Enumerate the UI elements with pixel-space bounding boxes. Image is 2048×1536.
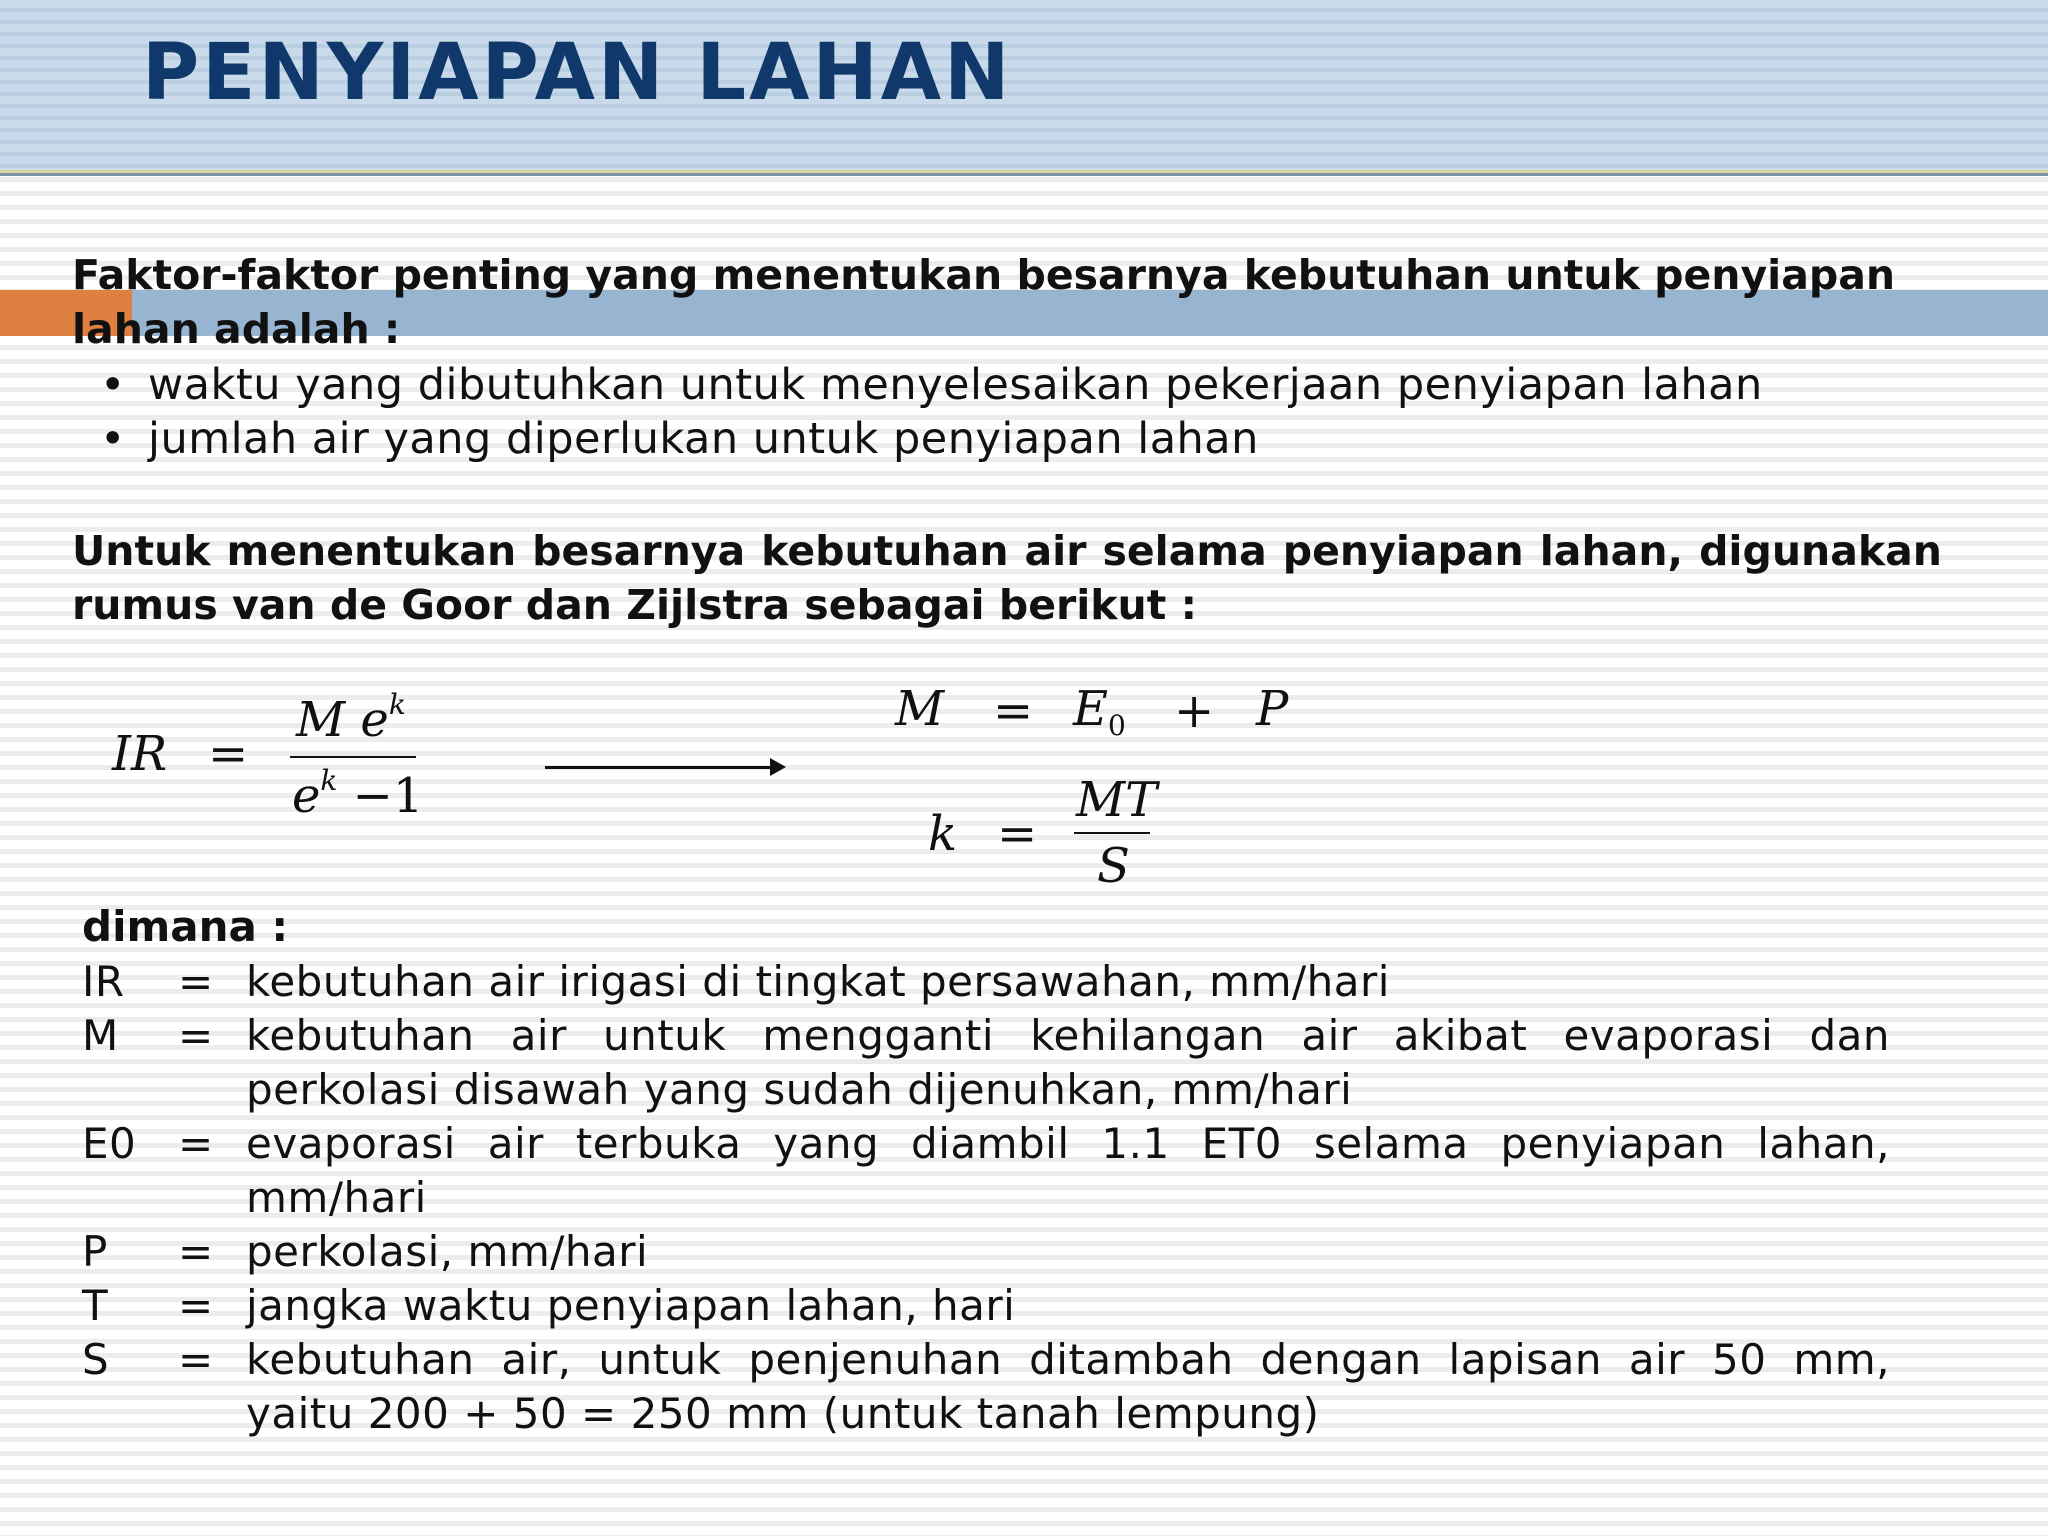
definition-equals: = xyxy=(178,1281,214,1330)
m-e0: $E_0$ xyxy=(1073,681,1126,742)
intro-text: Faktor-faktor penting yang menentukan besarnya kebutuhan untuk penyiapan lahan adalah : xyxy=(72,251,1896,353)
definition-symbol: M xyxy=(82,1011,119,1060)
definition-equals: = xyxy=(178,957,214,1006)
list-item: • waktu yang dibutuhkan untuk menyelesaikan pekerjaan penyiapan lahan xyxy=(100,358,1763,412)
definition-text: perkolasi, mm/hari xyxy=(246,1227,649,1276)
m-plus: + xyxy=(1174,683,1215,739)
definition-text: evaporasi air terbuka yang diambil 1.1 ET0 selama penyiapan lahan, mm/hari xyxy=(246,1119,1890,1222)
definition-equals: = xyxy=(178,1335,214,1384)
arrow-right-icon xyxy=(770,758,786,776)
definition-symbol: E0 xyxy=(82,1119,137,1168)
definition-row-e0 xyxy=(82,1117,1890,1225)
k-lhs: k xyxy=(928,806,958,862)
ir-lhs: IR xyxy=(112,726,168,782)
definition-text: kebutuhan air, untuk penjenuhan ditambah dengan lapisan air 50 mm, yaitu 200 + 50 = 250 mm (untuk tanah lempung) xyxy=(246,1335,1890,1438)
definition-symbol: IR xyxy=(82,957,125,1006)
ir-denominator: $e^k -1$ xyxy=(292,764,424,824)
m-equals: = xyxy=(993,683,1034,739)
definition-text: kebutuhan air irigasi di tingkat persawahan, mm/hari xyxy=(246,957,1390,1006)
k-denominator: S xyxy=(1097,838,1130,894)
formula-intro: Untuk menentukan besarnya kebutuhan air selama penyiapan lahan, digunakan rumus van de Goor dan Zijlstra sebagai berikut : xyxy=(72,527,1942,629)
definition-row-s xyxy=(82,1333,1890,1441)
definition-equals: = xyxy=(178,1011,214,1060)
definition-row-p xyxy=(82,1225,1890,1279)
list-item: • jumlah air yang diperlukan untuk penyiapan lahan xyxy=(100,412,1763,466)
ir-fraction-line xyxy=(290,756,416,758)
dimana-label: dimana : xyxy=(82,902,289,951)
arrow-line xyxy=(545,766,770,769)
m-lhs: M xyxy=(895,681,945,737)
definition-symbol: S xyxy=(82,1335,110,1384)
ir-equals: = xyxy=(208,726,249,782)
k-equals: = xyxy=(997,806,1038,862)
k-numerator: MT xyxy=(1076,772,1158,828)
definition-equals: = xyxy=(178,1119,214,1168)
definition-text: kebutuhan air untuk mengganti kehilangan air akibat evaporasi dan perkolasi disawah yang sudah dijenuhkan, mm/hari xyxy=(246,1011,1890,1114)
k-fraction-line xyxy=(1074,832,1150,834)
page-title: PENYIAPAN LAHAN xyxy=(142,28,1013,118)
definition-row-m xyxy=(82,1009,1890,1117)
definition-equals: = xyxy=(178,1227,214,1276)
definition-symbol: T xyxy=(82,1281,109,1330)
factor-list xyxy=(100,358,1763,466)
definition-row-ir xyxy=(82,955,1890,1009)
definition-row-t xyxy=(82,1279,1890,1333)
m-p: P xyxy=(1256,681,1289,737)
ir-numerator: M $e^k$ xyxy=(296,688,406,748)
definition-symbol: P xyxy=(82,1227,108,1276)
definition-text: jangka waktu penyiapan lahan, hari xyxy=(246,1281,1016,1330)
definitions-list xyxy=(82,955,1890,1441)
